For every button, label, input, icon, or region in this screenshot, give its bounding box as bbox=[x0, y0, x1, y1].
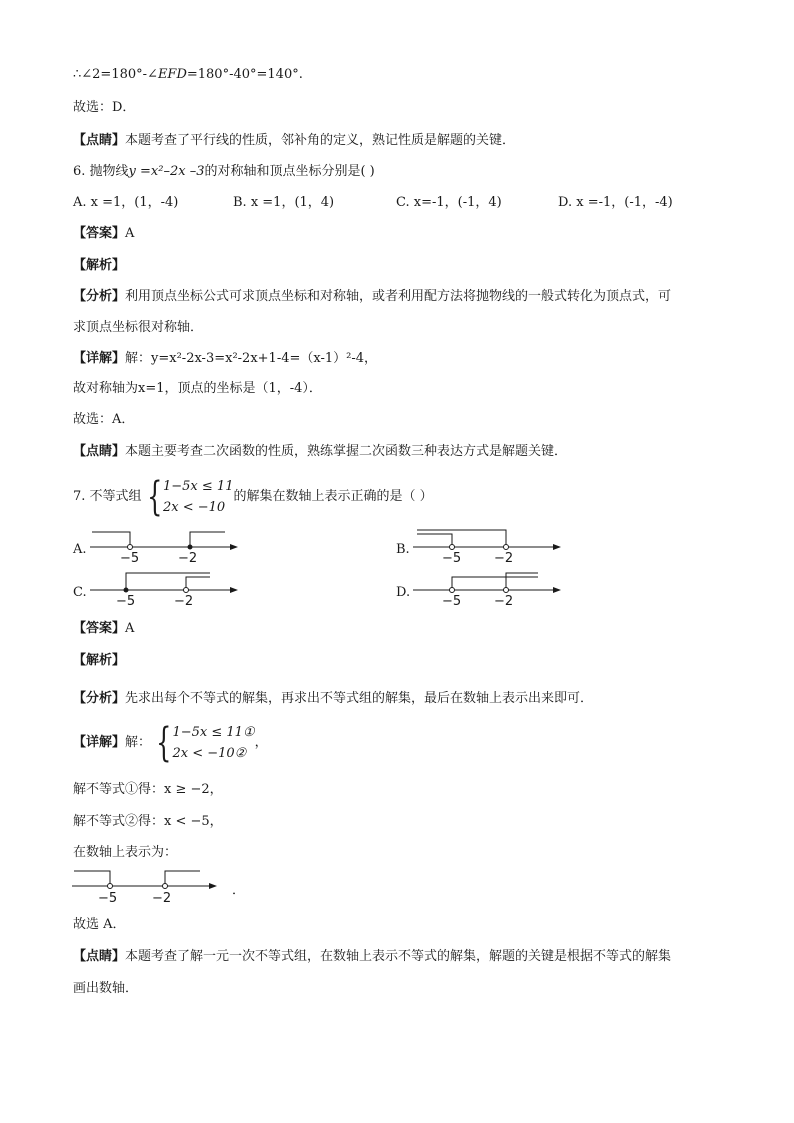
q7-detail-tag: 【详解】 bbox=[73, 735, 126, 750]
q6-option-c: C. x=-1，(-1，4) bbox=[396, 195, 502, 210]
q6-option-d: D. x =-1，(-1，-4) bbox=[558, 195, 673, 210]
q6-choice: 故选：A． bbox=[73, 412, 135, 427]
q7-answer bbox=[73, 620, 134, 638]
q7-option-d-label: D. bbox=[396, 585, 411, 600]
q7-c-tick-m5: −5 bbox=[116, 594, 136, 609]
q7-show-on-axis: 在数轴上表示为： bbox=[73, 845, 178, 860]
q5-conclusion bbox=[73, 66, 303, 84]
q6-comment-tag: 【点睛】 bbox=[73, 444, 126, 459]
q7-option-a-numberline bbox=[90, 528, 240, 568]
q7-detail-system bbox=[172, 722, 254, 764]
q7-solution-tick-m2: −2 bbox=[152, 891, 172, 906]
q6-stem-num: 6. 抛物线 bbox=[73, 164, 129, 179]
q7-option-c-label: C. bbox=[73, 585, 87, 600]
q7-comment-1 bbox=[73, 948, 671, 966]
q7-fenxi-text: 先求出每个不等式的解集，再求出不等式组的解集，最后在数轴上表示出来即可． bbox=[125, 691, 594, 706]
q6-detail-2: 故对称轴为x=1，顶点的坐标是（1，-4）． bbox=[73, 381, 322, 396]
q7-d-tick-m5: −5 bbox=[442, 594, 462, 609]
q7-c-tick-m2: −2 bbox=[174, 594, 194, 609]
q6-answer-tag: 【答案】 bbox=[73, 226, 126, 241]
q6-stem bbox=[73, 163, 375, 181]
q7-stem bbox=[73, 474, 433, 520]
q7-option-c-numberline bbox=[90, 571, 240, 611]
q5-conclusion-prefix: ∴∠2=180°-∠ bbox=[73, 67, 158, 82]
q7-option-a-label: A. bbox=[73, 542, 87, 557]
q7-solution-period: ． bbox=[232, 883, 246, 898]
q7-d-tick-m2: −2 bbox=[494, 594, 514, 609]
q6-detail-tag: 【详解】 bbox=[73, 351, 126, 366]
q7-stem-num: 7. 不等式组 bbox=[73, 489, 142, 504]
q7-solution-tick-m5: −5 bbox=[98, 891, 118, 906]
q7-answer-value: A bbox=[125, 621, 135, 636]
q6-fenxi-tag: 【分析】 bbox=[73, 289, 126, 304]
q7-analysis-tag: 【解析】 bbox=[73, 653, 126, 668]
q6-fenxi-2: 求顶点坐标很对称轴． bbox=[73, 320, 204, 335]
q5-comment bbox=[73, 132, 515, 150]
q7-detail-row-1: 1−5x ≤ 11① bbox=[172, 724, 255, 740]
q6-option-b: B. x =1，(1，4) bbox=[233, 195, 335, 210]
q6-detail-text-1: 解：y=x²-2x-3=x²-2x+1-4=（x-1）²-4， bbox=[125, 351, 378, 366]
q7-answer-tag: 【答案】 bbox=[73, 621, 126, 636]
q7-fenxi-tag: 【分析】 bbox=[73, 691, 126, 706]
q7-option-d-numberline bbox=[413, 571, 563, 611]
q7-system-row-2: 2x < −10 bbox=[163, 499, 226, 515]
q7-detail-comma: ， bbox=[254, 735, 268, 750]
q6-answer bbox=[73, 225, 134, 243]
q7-comment-text-1: 本题考查了解一元一次不等式组，在数轴上表示不等式的解集，解题的关键是根据不等式的解集 bbox=[125, 949, 672, 964]
q7-detail-row-2: 2x < −10② bbox=[172, 745, 247, 761]
q7-solve-1: 解不等式①得：x ≥ −2， bbox=[73, 782, 223, 797]
q7-a-tick-m2: −2 bbox=[178, 551, 198, 566]
q7-detail bbox=[73, 720, 268, 766]
q7-option-b-label: B. bbox=[396, 542, 410, 557]
q6-option-a: A. x =1，(1，-4) bbox=[73, 195, 179, 210]
q7-brace: { bbox=[146, 473, 162, 520]
q6-stem-rest: 的对称轴和顶点坐标分别是( ) bbox=[204, 164, 375, 179]
q7-comment-2: 画出数轴． bbox=[73, 981, 139, 996]
q7-detail-prefix: 解： bbox=[125, 735, 152, 750]
q7-solve-2: 解不等式②得：x < −5， bbox=[73, 814, 223, 829]
q7-option-b-numberline bbox=[413, 528, 563, 568]
q5-conclusion-suffix: =180°-40°=140°. bbox=[186, 67, 303, 82]
q7-a-tick-m5: −5 bbox=[120, 551, 140, 566]
q7-stem-rest: 的解集在数轴上表示正确的是（ ） bbox=[233, 489, 433, 504]
q5-comment-text: 本题考查了平行线的性质，邻补角的定义，熟记性质是解题的关键． bbox=[125, 133, 516, 148]
q5-conclusion-var: EFD bbox=[157, 67, 187, 82]
q6-comment-text: 本题主要考查二次函数的性质，熟练掌握二次函数三种表达方式是解题关键． bbox=[125, 444, 568, 459]
q7-b-tick-m2: −2 bbox=[494, 551, 514, 566]
q7-detail-brace: { bbox=[156, 719, 172, 766]
q6-analysis-tag: 【解析】 bbox=[73, 258, 126, 273]
q6-fenxi-text-1: 利用顶点坐标公式可求顶点坐标和对称轴，或者利用配方法将抛物线的一般式转化为顶点式，可 bbox=[125, 289, 672, 304]
q7-comment-tag: 【点睛】 bbox=[73, 949, 126, 964]
q7-system bbox=[163, 476, 233, 518]
q7-choice: 故选 A． bbox=[73, 917, 126, 932]
q6-fenxi-1 bbox=[73, 288, 671, 306]
q7-solution-numberline bbox=[72, 866, 252, 906]
q7-system-row-1: 1−5x ≤ 11 bbox=[163, 478, 234, 494]
q7-b-tick-m5: −5 bbox=[442, 551, 462, 566]
q5-choice: 故选：D． bbox=[73, 100, 136, 115]
q6-detail-1 bbox=[73, 350, 377, 368]
q5-comment-tag: 【点睛】 bbox=[73, 133, 126, 148]
q7-fenxi bbox=[73, 690, 593, 708]
q6-answer-value: A bbox=[125, 226, 135, 241]
q6-stem-eq: y =x²–2x –3 bbox=[128, 164, 205, 179]
q6-comment bbox=[73, 443, 567, 461]
